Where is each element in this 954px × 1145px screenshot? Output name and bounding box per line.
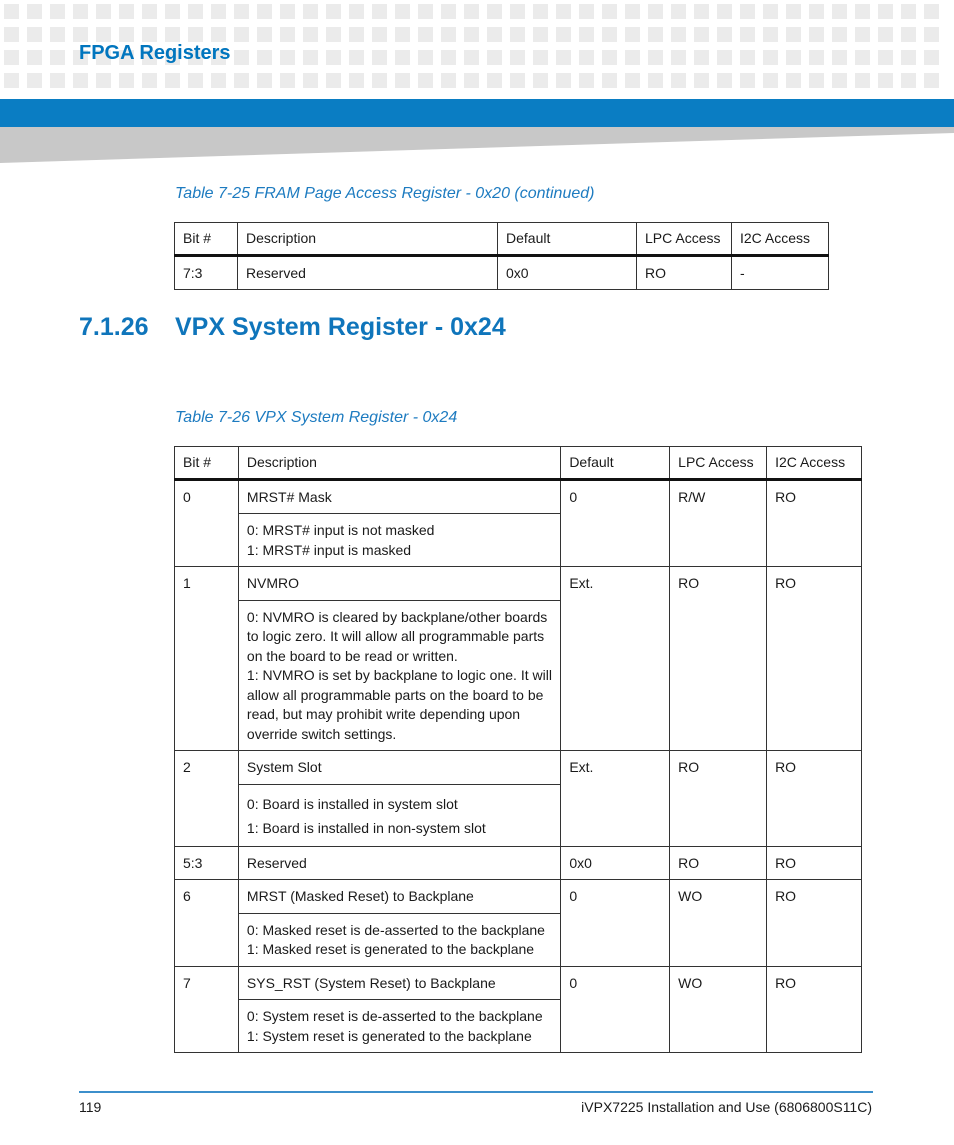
pattern-square (763, 27, 778, 42)
pattern-square (211, 4, 226, 19)
pattern-square (809, 50, 824, 65)
cell-field-name: MRST# Mask (238, 479, 560, 514)
pattern-square (73, 4, 88, 19)
pattern-square (648, 50, 663, 65)
pattern-square (257, 27, 272, 42)
cell-default: 0 (561, 966, 670, 1053)
pattern-square (50, 27, 65, 42)
pattern-square (234, 27, 249, 42)
pattern-square (464, 4, 479, 19)
section-title: VPX System Register - 0x24 (175, 313, 506, 341)
column-header-bit: Bit # (175, 223, 238, 256)
pattern-square (234, 4, 249, 19)
pattern-square (418, 50, 433, 65)
pattern-square (625, 27, 640, 42)
cell-i2c-access: RO (767, 846, 862, 880)
pattern-square (441, 27, 456, 42)
cell-i2c-access: RO (767, 966, 862, 1053)
cell-bit: 2 (175, 751, 239, 847)
pattern-square (694, 73, 709, 88)
pattern-square (602, 50, 617, 65)
column-header-bit: Bit # (175, 447, 239, 480)
pattern-square (487, 50, 502, 65)
cell-lpc-access: RO (670, 567, 767, 751)
pattern-square (372, 73, 387, 88)
pattern-square (211, 27, 226, 42)
pattern-square (27, 73, 42, 88)
pattern-square (694, 4, 709, 19)
pattern-square (96, 73, 111, 88)
pattern-square (717, 50, 732, 65)
page-header-title: FPGA Registers (79, 42, 231, 64)
cell-default: 0x0 (561, 846, 670, 880)
pattern-square (418, 73, 433, 88)
pattern-square (418, 27, 433, 42)
pattern-square (326, 4, 341, 19)
pattern-square (855, 73, 870, 88)
cell-field-description: 0: MRST# input is not masked 1: MRST# input is masked (238, 514, 560, 567)
pattern-square (694, 50, 709, 65)
column-header-lpc-access: LPC Access (670, 447, 767, 480)
pattern-square (878, 4, 893, 19)
pattern-square (579, 27, 594, 42)
cell-default: Ext. (561, 567, 670, 751)
cell-lpc-access: RO (637, 255, 732, 290)
pattern-square (832, 4, 847, 19)
cell-field-description: 0: Board is installed in system slot 1: Board is installed in non-system slot (238, 784, 560, 846)
pattern-square (188, 73, 203, 88)
pattern-square (625, 73, 640, 88)
pattern-square (809, 27, 824, 42)
pattern-square (901, 73, 916, 88)
pattern-square (487, 27, 502, 42)
pattern-square (257, 4, 272, 19)
pattern-square (303, 4, 318, 19)
pattern-square (441, 73, 456, 88)
cell-lpc-access: RO (670, 751, 767, 847)
pattern-square (740, 50, 755, 65)
pattern-square (556, 73, 571, 88)
pattern-square (326, 27, 341, 42)
pattern-square (303, 73, 318, 88)
pattern-square (165, 73, 180, 88)
pattern-square (740, 73, 755, 88)
table-row (175, 255, 829, 290)
table-header-row (175, 447, 862, 480)
pattern-square (96, 27, 111, 42)
header-swoosh (0, 127, 954, 167)
pattern-square (924, 73, 939, 88)
pattern-square (671, 4, 686, 19)
pattern-square (395, 50, 410, 65)
pattern-square (602, 4, 617, 19)
header-blue-bar (0, 99, 954, 127)
cell-bit: 6 (175, 880, 239, 967)
pattern-square (257, 73, 272, 88)
pattern-square (602, 73, 617, 88)
cell-field-name: System Slot (238, 751, 560, 785)
pattern-square (349, 4, 364, 19)
table-25 (174, 222, 829, 290)
pattern-square (809, 4, 824, 19)
cell-bit: 1 (175, 567, 239, 751)
cell-default: 0x0 (498, 255, 637, 290)
pattern-square (395, 27, 410, 42)
pattern-square (119, 73, 134, 88)
table-row (175, 880, 862, 914)
cell-default: 0 (561, 880, 670, 967)
pattern-square (27, 50, 42, 65)
cell-lpc-access: RO (670, 846, 767, 880)
cell-lpc-access: WO (670, 880, 767, 967)
pattern-square (533, 73, 548, 88)
pattern-square (50, 73, 65, 88)
pattern-square (533, 27, 548, 42)
cell-bit: 7:3 (175, 255, 238, 290)
cell-field-description: 0: Masked reset is de-asserted to the backplane 1: Masked reset is generated to the backplane (238, 913, 560, 966)
pattern-square (625, 4, 640, 19)
pattern-square (464, 50, 479, 65)
section-heading (79, 313, 506, 342)
pattern-square (372, 50, 387, 65)
pattern-square (142, 4, 157, 19)
pattern-square (464, 27, 479, 42)
pattern-square (579, 73, 594, 88)
cell-i2c-access: RO (767, 479, 862, 567)
pattern-square (303, 50, 318, 65)
cell-i2c-access: RO (767, 567, 862, 751)
pattern-square (234, 50, 249, 65)
pattern-square (694, 27, 709, 42)
pattern-square (211, 73, 226, 88)
pattern-square (372, 27, 387, 42)
column-header-lpc-access: LPC Access (637, 223, 732, 256)
pattern-square (924, 27, 939, 42)
table-row (175, 966, 862, 1000)
cell-i2c-access: RO (767, 751, 862, 847)
pattern-square (740, 4, 755, 19)
pattern-square (832, 73, 847, 88)
pattern-square (50, 4, 65, 19)
pattern-square (349, 50, 364, 65)
column-header-i2c-access: I2C Access (732, 223, 829, 256)
cell-i2c-access: RO (767, 880, 862, 967)
column-header-description: Description (238, 447, 560, 480)
column-header-default: Default (498, 223, 637, 256)
pattern-square (4, 50, 19, 65)
pattern-square (73, 27, 88, 42)
pattern-square (855, 50, 870, 65)
pattern-square (510, 50, 525, 65)
pattern-square (441, 50, 456, 65)
pattern-square (96, 4, 111, 19)
pattern-square (257, 50, 272, 65)
pattern-square (142, 73, 157, 88)
pattern-square (786, 50, 801, 65)
table-25-caption: Table 7-25 FRAM Page Access Register - 0x20 (continued) (175, 185, 595, 202)
table-row (175, 751, 862, 785)
pattern-square (648, 4, 663, 19)
pattern-square (786, 4, 801, 19)
cell-description: Reserved (238, 255, 498, 290)
footer-rule (79, 1091, 873, 1093)
pattern-square (901, 50, 916, 65)
pattern-square (372, 4, 387, 19)
pattern-square (717, 4, 732, 19)
cell-field-name: Reserved (238, 846, 560, 880)
pattern-square (119, 4, 134, 19)
column-header-default: Default (561, 447, 670, 480)
pattern-square (188, 27, 203, 42)
cell-lpc-access: WO (670, 966, 767, 1053)
pattern-square (855, 27, 870, 42)
section-number: 7.1.26 (79, 313, 149, 341)
pattern-square (50, 50, 65, 65)
column-header-description: Description (238, 223, 498, 256)
cell-default: 0 (561, 479, 670, 567)
pattern-square (27, 4, 42, 19)
pattern-square (671, 73, 686, 88)
table-row (175, 846, 862, 880)
pattern-square (280, 73, 295, 88)
pattern-square (27, 27, 42, 42)
pattern-square (188, 4, 203, 19)
cell-bit: 0 (175, 479, 239, 567)
document-title: iVPX7225 Installation and Use (6806800S11C) (581, 1099, 872, 1115)
cell-bit: 5:3 (175, 846, 239, 880)
pattern-square (855, 4, 870, 19)
pattern-square (280, 50, 295, 65)
pattern-square (280, 4, 295, 19)
pattern-square (671, 27, 686, 42)
pattern-square (648, 73, 663, 88)
table-26-caption: Table 7-26 VPX System Register - 0x24 (175, 409, 458, 426)
pattern-square (165, 27, 180, 42)
cell-i2c-access: - (732, 255, 829, 290)
cell-default: Ext. (561, 751, 670, 847)
pattern-square (556, 27, 571, 42)
pattern-square (832, 27, 847, 42)
pattern-square (763, 4, 778, 19)
pattern-square (717, 27, 732, 42)
cell-field-name: MRST (Masked Reset) to Backplane (238, 880, 560, 914)
pattern-square (717, 73, 732, 88)
pattern-square (556, 50, 571, 65)
pattern-square (510, 4, 525, 19)
pattern-square (901, 4, 916, 19)
pattern-square (326, 73, 341, 88)
pattern-square (579, 50, 594, 65)
pattern-square (4, 27, 19, 42)
page-number: 119 (79, 1099, 102, 1115)
pattern-square (487, 73, 502, 88)
pattern-square (349, 27, 364, 42)
pattern-square (786, 73, 801, 88)
cell-field-description: 0: System reset is de-asserted to the backplane 1: System reset is generated to the backplane (238, 1000, 560, 1053)
pattern-square (326, 50, 341, 65)
pattern-square (303, 27, 318, 42)
pattern-square (165, 4, 180, 19)
pattern-square (878, 73, 893, 88)
pattern-square (625, 50, 640, 65)
pattern-square (441, 4, 456, 19)
table-header-row (175, 223, 829, 256)
pattern-square (533, 50, 548, 65)
cell-field-name: SYS_RST (System Reset) to Backplane (238, 966, 560, 1000)
pattern-square (602, 27, 617, 42)
pattern-square (395, 4, 410, 19)
pattern-square (878, 50, 893, 65)
pattern-square (349, 73, 364, 88)
pattern-square (533, 4, 548, 19)
pattern-square (832, 50, 847, 65)
pattern-square (487, 4, 502, 19)
pattern-square (579, 4, 594, 19)
cell-lpc-access: R/W (670, 479, 767, 567)
cell-bit: 7 (175, 966, 239, 1053)
column-header-i2c-access: I2C Access (767, 447, 862, 480)
pattern-square (763, 50, 778, 65)
cell-field-name: NVMRO (238, 567, 560, 601)
pattern-square (740, 27, 755, 42)
pattern-square (763, 73, 778, 88)
pattern-square (556, 4, 571, 19)
pattern-square (924, 4, 939, 19)
pattern-square (280, 27, 295, 42)
table-26 (174, 446, 862, 1053)
cell-field-description: 0: NVMRO is cleared by backplane/other boards to logic zero. It will allow all programmable parts on the board to be read or written. 1: NVMRO is set by backplane to logic one. It will allow all programmable parts on the board to be read, but may prohibit write depending upon override switch settings. (238, 600, 560, 751)
pattern-square (142, 27, 157, 42)
pattern-square (119, 27, 134, 42)
pattern-square (234, 73, 249, 88)
pattern-square (73, 73, 88, 88)
pattern-square (510, 73, 525, 88)
table-row (175, 479, 862, 514)
pattern-square (924, 50, 939, 65)
pattern-square (4, 73, 19, 88)
table-row (175, 567, 862, 601)
pattern-square (418, 4, 433, 19)
pattern-square (648, 27, 663, 42)
pattern-square (786, 27, 801, 42)
pattern-square (878, 27, 893, 42)
pattern-square (4, 4, 19, 19)
pattern-square (901, 27, 916, 42)
pattern-square (510, 27, 525, 42)
pattern-square (671, 50, 686, 65)
pattern-square (809, 73, 824, 88)
pattern-square (464, 73, 479, 88)
pattern-square (395, 73, 410, 88)
